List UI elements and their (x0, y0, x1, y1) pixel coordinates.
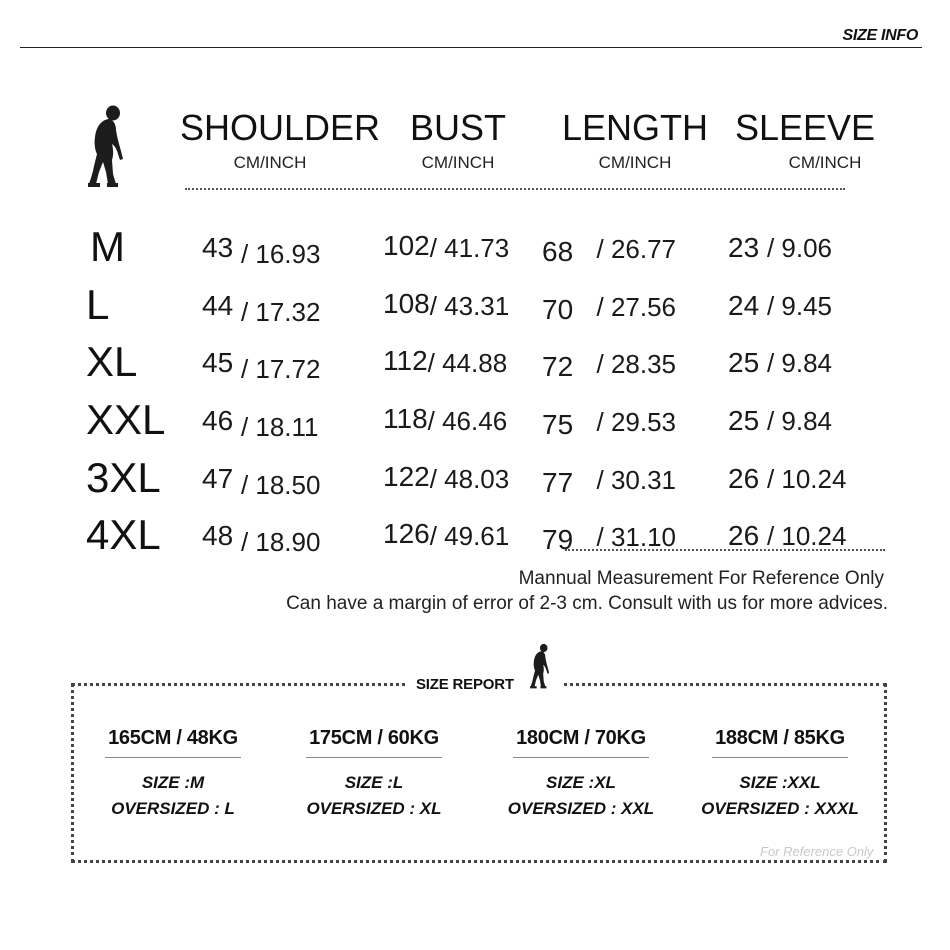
length-cm: 77 (542, 467, 574, 498)
sleeve-inch: / 9.84 (766, 406, 832, 436)
sleeve-cm: 23 (728, 232, 760, 263)
size-label-xl: XL (86, 338, 138, 385)
shoulder-inch: / 17.72 (240, 354, 321, 384)
bust-cell (383, 403, 508, 436)
column-title: BUST (409, 107, 506, 148)
report-size: SIZE :M (141, 773, 205, 792)
bust-inch: / 46.46 (427, 406, 508, 436)
sleeve-inch: / 10.24 (766, 464, 847, 494)
bust-inch: / 43.31 (429, 291, 510, 321)
report-oversized: OVERSIZED : L (111, 799, 235, 818)
sleeve-inch: / 10.24 (766, 521, 847, 551)
sleeve-cell (728, 407, 832, 435)
reference-footnote: For Reference Only (760, 844, 874, 859)
column-unit: CM/INCH (233, 153, 307, 172)
margin-note: Can have a margin of error of 2-3 cm. Consult with us for more advices. (286, 593, 888, 614)
length-cm: 72 (542, 351, 574, 382)
bust-inch: / 49.61 (429, 521, 510, 551)
length-inch: / 27.56 (596, 292, 677, 322)
size-label-3xl: 3XL (86, 454, 161, 501)
sleeve-cell (728, 234, 832, 262)
shoulder-inch: / 18.90 (240, 527, 321, 557)
report-entry (274, 727, 474, 822)
header-rule (20, 47, 922, 48)
bust-cell (383, 518, 510, 551)
standing-person-icon (529, 643, 553, 689)
column-title: SHOULDER (180, 107, 381, 148)
size-label-m: M (90, 223, 125, 270)
header-divider (185, 188, 845, 190)
column-header-length (555, 107, 715, 172)
column-header-bust (378, 107, 538, 172)
report-height-weight: 180CM / 70KG (516, 727, 646, 749)
sleeve-inch: / 9.06 (766, 233, 832, 263)
sleeve-inch: / 9.45 (766, 291, 832, 321)
length-cm: 68 (542, 236, 574, 267)
shoulder-cm: 45 (202, 347, 234, 378)
report-rule (105, 757, 241, 758)
column-title: SLEEVE (734, 107, 876, 148)
shoulder-cm: 47 (202, 463, 234, 494)
shoulder-cell (202, 290, 321, 327)
shoulder-inch: / 16.93 (240, 239, 321, 269)
bust-cm: 118 (383, 403, 428, 434)
bust-cell (383, 345, 508, 378)
length-cell (542, 349, 677, 382)
size-label-xxl: XXL (86, 396, 166, 443)
length-inch: / 30.31 (596, 465, 677, 495)
bust-inch: / 44.88 (427, 348, 508, 378)
sleeve-cm: 24 (728, 290, 760, 321)
report-entry (481, 727, 681, 822)
size-label-4xl: 4XL (86, 511, 161, 558)
report-height-weight: 165CM / 48KG (108, 727, 238, 749)
length-cm: 75 (542, 409, 574, 440)
shoulder-inch: / 18.11 (240, 412, 319, 442)
shoulder-cell (202, 232, 321, 269)
report-height-weight: 175CM / 60KG (309, 727, 439, 749)
bust-cm: 112 (383, 345, 428, 376)
report-size: SIZE :L (344, 773, 404, 792)
sleeve-cell (728, 465, 846, 493)
report-entry (680, 727, 880, 822)
length-inch: / 28.35 (596, 349, 677, 379)
column-unit: CM/INCH (788, 153, 862, 172)
bust-cell (383, 288, 510, 321)
standing-person-icon (86, 104, 130, 188)
bust-cm: 102 (383, 230, 430, 261)
length-cell (542, 407, 677, 440)
sleeve-cm: 26 (728, 463, 760, 494)
report-oversized: OVERSIZED : XXXL (701, 799, 859, 818)
shoulder-cell (202, 405, 319, 442)
column-unit: CM/INCH (421, 153, 495, 172)
column-title: LENGTH (561, 107, 709, 148)
sleeve-cell (728, 522, 846, 550)
column-header-sleeve (730, 107, 880, 172)
bust-cell (383, 461, 510, 494)
report-oversized: OVERSIZED : XXL (507, 799, 655, 818)
size-report-title: SIZE REPORT (416, 676, 514, 693)
shoulder-cm: 43 (202, 232, 234, 263)
report-rule (513, 757, 649, 758)
bust-cm: 108 (383, 288, 430, 319)
sleeve-cm: 26 (728, 520, 760, 551)
bust-cell (383, 230, 510, 263)
shoulder-cell (202, 520, 321, 557)
report-rule (712, 757, 848, 758)
report-size: SIZE :XL (546, 773, 616, 792)
shoulder-cell (202, 463, 321, 500)
sleeve-cm: 25 (728, 405, 760, 436)
bust-inch: / 48.03 (429, 464, 510, 494)
measurement-note: Mannual Measurement For Reference Only (518, 568, 884, 589)
size-info-title: SIZE INFO (842, 27, 918, 44)
report-oversized: OVERSIZED : XL (306, 799, 442, 818)
shoulder-cm: 46 (202, 405, 234, 436)
shoulder-inch: / 17.32 (240, 297, 321, 327)
report-entry (73, 727, 273, 822)
column-header-shoulder (180, 107, 381, 172)
table-bottom-divider (565, 549, 885, 551)
bust-cm: 122 (383, 461, 430, 492)
shoulder-cm: 44 (202, 290, 234, 321)
bust-cm: 126 (383, 518, 430, 549)
sleeve-cell (728, 349, 832, 377)
shoulder-inch: / 18.50 (240, 470, 321, 500)
length-inch: / 29.53 (596, 407, 677, 437)
shoulder-cm: 48 (202, 520, 234, 551)
length-inch: / 26.77 (596, 234, 677, 264)
sleeve-cm: 25 (728, 347, 760, 378)
length-cell (542, 292, 677, 325)
size-label-l: L (86, 281, 110, 328)
report-rule (306, 757, 442, 758)
length-cell (542, 234, 677, 267)
sleeve-cell (728, 292, 832, 320)
bust-inch: / 41.73 (429, 233, 510, 263)
length-cm: 70 (542, 294, 574, 325)
length-inch: / 31.10 (596, 522, 677, 552)
report-height-weight: 188CM / 85KG (715, 727, 845, 749)
shoulder-cell (202, 347, 321, 384)
report-size: SIZE :XXL (739, 773, 821, 792)
column-unit: CM/INCH (598, 153, 672, 172)
sleeve-inch: / 9.84 (766, 348, 832, 378)
length-cell (542, 465, 677, 498)
length-cm: 79 (542, 524, 574, 555)
